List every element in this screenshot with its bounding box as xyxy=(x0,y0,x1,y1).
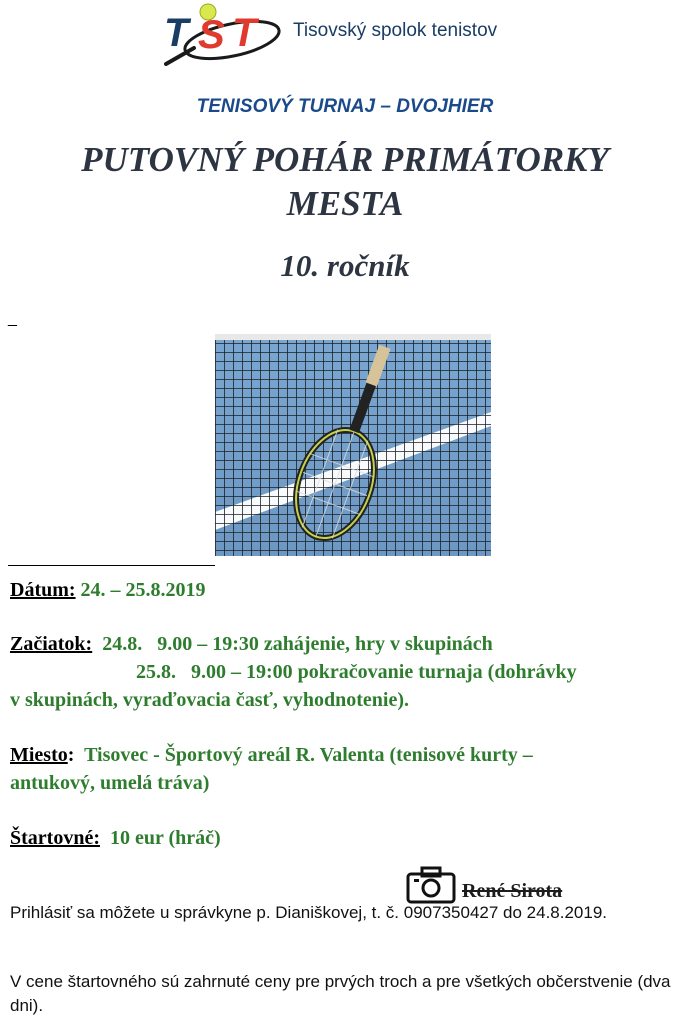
start-line1: 24.8. 9.00 – 19:30 zahájenie, hry v skupinách xyxy=(102,633,493,655)
place-label: Miesto xyxy=(10,744,68,766)
place-row xyxy=(10,741,533,769)
divider-line xyxy=(8,565,215,566)
start-row xyxy=(10,630,493,658)
date-label: Dátum: xyxy=(10,579,76,601)
svg-text:S: S xyxy=(198,13,225,57)
fee-label: Štartovné: xyxy=(10,827,100,849)
place-line1: Tisovec - Športový areál R. Valenta (tenisové kurty – xyxy=(84,744,533,766)
start-line3: v skupinách, vyraďovacia časť, vyhodnotenie). xyxy=(10,689,410,711)
event-edition: 10. ročník xyxy=(280,248,410,283)
date-row xyxy=(10,576,206,604)
stray-dash: _ xyxy=(8,310,17,327)
photographer-name: René Sirota xyxy=(462,880,563,902)
fee-row xyxy=(10,824,221,852)
event-title xyxy=(20,138,670,226)
date-value: 24. – 25.8.2019 xyxy=(80,579,206,601)
start-label: Začiatok: xyxy=(10,633,93,655)
fee-value: 10 eur (hráč) xyxy=(109,827,221,849)
event-title-line1: PUTOVNÝ POHÁR PRIMÁTORKY xyxy=(81,140,609,179)
tst-logo xyxy=(160,2,285,66)
place-line2: antukový, umelá tráva) xyxy=(10,772,210,794)
svg-text:T: T xyxy=(164,11,189,55)
place-colon: : xyxy=(67,744,75,766)
event-subtitle: TENISOVÝ TURNAJ – DVOJHIER xyxy=(196,96,494,117)
prizes-note: V cene štartovného sú zahrnuté ceny pre prvých troch a pre všetkých občerstvenie (dva dni). xyxy=(10,972,671,1015)
registration-note: Prihlásiť sa môžete u správkyne p. Dianiškovej, t. č. 0907350427 do 24.8.2019. xyxy=(10,903,608,922)
start-line2: 25.8. 9.00 – 19:00 pokračovanie turnaja (dohrávky xyxy=(136,661,577,683)
svg-text:T: T xyxy=(232,11,257,55)
org-name: Tisovský spolok tenistov xyxy=(293,20,498,41)
tennis-racket-photo xyxy=(215,334,491,556)
camera-icon xyxy=(406,866,456,904)
event-title-line2: MESTA xyxy=(286,184,404,223)
